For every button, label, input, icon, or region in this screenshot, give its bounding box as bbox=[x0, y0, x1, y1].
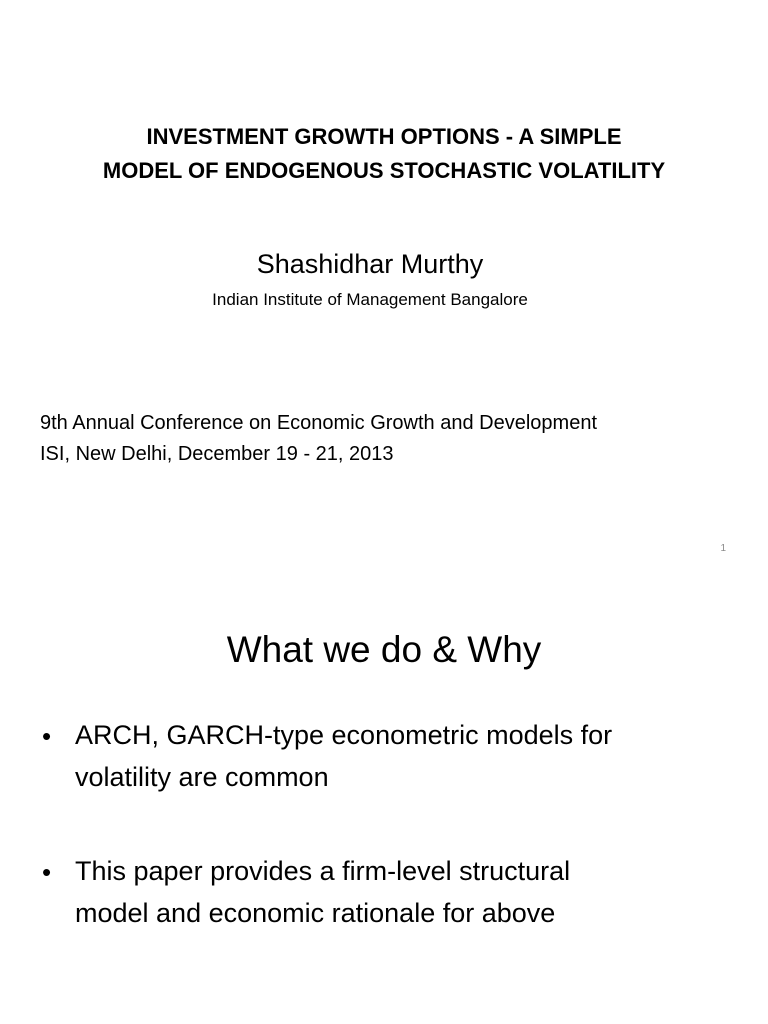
slide-number: 1 bbox=[720, 543, 726, 554]
bullet-text bbox=[75, 850, 735, 934]
author-name: Shashidhar Murthy bbox=[256, 249, 484, 279]
bullet-text-line: This paper provides a firm-level structural bbox=[75, 856, 571, 886]
bullet-icon: • bbox=[42, 857, 52, 887]
bullet-text-line: volatility are common bbox=[75, 762, 329, 792]
title-line-1: INVESTMENT GROWTH OPTIONS - A SIMPLE bbox=[146, 124, 622, 149]
conference-name: 9th Annual Conference on Economic Growth and Development bbox=[40, 412, 598, 434]
bullet-text-line: ARCH, GARCH-type econometric models for bbox=[75, 720, 613, 750]
bullet-icon: • bbox=[42, 721, 52, 751]
conference-venue-date: ISI, New Delhi, December 19 - 21, 2013 bbox=[40, 443, 394, 465]
content-slide bbox=[0, 576, 768, 1024]
author-affiliation: Indian Institute of Management Bangalore bbox=[212, 290, 528, 309]
slide-heading: What we do & Why bbox=[226, 629, 542, 670]
title-line-2: MODEL OF ENDOGENOUS STOCHASTIC VOLATILITY bbox=[102, 158, 666, 183]
bullet-text-line: model and economic rationale for above bbox=[75, 898, 556, 928]
bullet-text bbox=[75, 714, 735, 798]
